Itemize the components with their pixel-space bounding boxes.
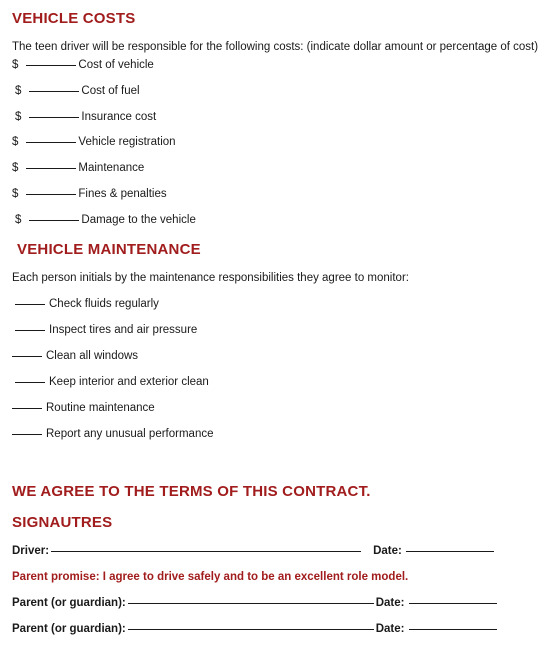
maintenance-item-label: Clean all windows xyxy=(46,350,139,362)
cost-item-label: Vehicle registration xyxy=(78,136,176,148)
maintenance-row-windows xyxy=(12,350,138,362)
agreement-heading: WE AGREE TO THE TERMS OF THIS CONTRACT. xyxy=(12,483,371,500)
cost-row-maintenance xyxy=(12,162,144,174)
cost-item-label: Cost of fuel xyxy=(81,85,140,97)
initials-blank[interactable] xyxy=(12,434,42,435)
maintenance-item-label: Check fluids regularly xyxy=(49,298,159,310)
parent-signature-row-2 xyxy=(12,623,497,635)
parent-signature-line[interactable] xyxy=(128,603,374,604)
cost-row-registration xyxy=(12,136,176,148)
cost-row-fines xyxy=(12,188,167,200)
currency-symbol: $ xyxy=(12,188,19,200)
parent-signature-row-1 xyxy=(12,597,497,609)
cost-item-label: Fines & penalties xyxy=(78,188,167,200)
cost-row-insurance xyxy=(15,111,156,123)
vehicle-maintenance-heading: VEHICLE MAINTENANCE xyxy=(17,241,201,258)
cost-amount-blank[interactable] xyxy=(26,142,76,143)
maintenance-row-routine xyxy=(12,402,155,414)
date-label: Date: xyxy=(375,597,405,609)
date-label: Date: xyxy=(375,623,405,635)
cost-amount-blank[interactable] xyxy=(26,168,76,169)
cost-row-vehicle xyxy=(12,59,154,71)
driver-signature-line[interactable] xyxy=(51,551,361,552)
cost-amount-blank[interactable] xyxy=(29,91,79,92)
maintenance-row-fluids xyxy=(15,298,159,310)
cost-amount-blank[interactable] xyxy=(26,194,76,195)
maintenance-row-report xyxy=(12,428,214,440)
cost-item-label: Cost of vehicle xyxy=(78,59,154,71)
driver-label: Driver: xyxy=(12,545,50,557)
currency-symbol: $ xyxy=(15,111,22,123)
driver-signature-row xyxy=(12,545,494,557)
maintenance-intro-text: Each person initials by the maintenance responsibilities they agree to monitor: xyxy=(12,272,409,284)
parent-label: Parent (or guardian): xyxy=(12,597,126,609)
cost-item-label: Damage to the vehicle xyxy=(81,214,196,226)
parent-date-line[interactable] xyxy=(409,603,497,604)
vehicle-costs-heading: VEHICLE COSTS xyxy=(12,10,136,27)
cost-amount-blank[interactable] xyxy=(29,117,79,118)
initials-blank[interactable] xyxy=(15,304,45,305)
cost-row-fuel xyxy=(15,85,140,97)
currency-symbol: $ xyxy=(12,59,19,71)
costs-intro-text: The teen driver will be responsible for the following costs: (indicate dollar amount or percentage of cost) xyxy=(12,41,539,53)
cost-amount-blank[interactable] xyxy=(29,220,79,221)
initials-blank[interactable] xyxy=(12,356,42,357)
initials-blank[interactable] xyxy=(15,330,45,331)
initials-blank[interactable] xyxy=(15,382,45,383)
currency-symbol: $ xyxy=(12,162,19,174)
parent-signature-line[interactable] xyxy=(128,629,374,630)
cost-item-label: Maintenance xyxy=(78,162,145,174)
currency-symbol: $ xyxy=(15,214,22,226)
maintenance-item-label: Inspect tires and air pressure xyxy=(49,324,198,336)
currency-symbol: $ xyxy=(12,136,19,148)
date-label: Date: xyxy=(373,545,402,557)
maintenance-row-interior xyxy=(15,376,209,388)
cost-amount-blank[interactable] xyxy=(26,65,76,66)
initials-blank[interactable] xyxy=(12,408,42,409)
parent-date-line[interactable] xyxy=(409,629,497,630)
cost-item-label: Insurance cost xyxy=(81,111,157,123)
maintenance-item-label: Keep interior and exterior clean xyxy=(49,376,209,388)
parent-promise-text: Parent promise: I agree to drive safely and to be an excellent role model. xyxy=(12,571,409,583)
driver-date-line[interactable] xyxy=(406,551,494,552)
cost-row-damage xyxy=(15,214,196,226)
signatures-heading: SIGNAUTRES xyxy=(12,514,113,531)
parent-label: Parent (or guardian): xyxy=(12,623,126,635)
currency-symbol: $ xyxy=(15,85,22,97)
maintenance-row-tires xyxy=(15,324,197,336)
maintenance-item-label: Routine maintenance xyxy=(46,402,155,414)
maintenance-item-label: Report any unusual performance xyxy=(46,428,214,440)
